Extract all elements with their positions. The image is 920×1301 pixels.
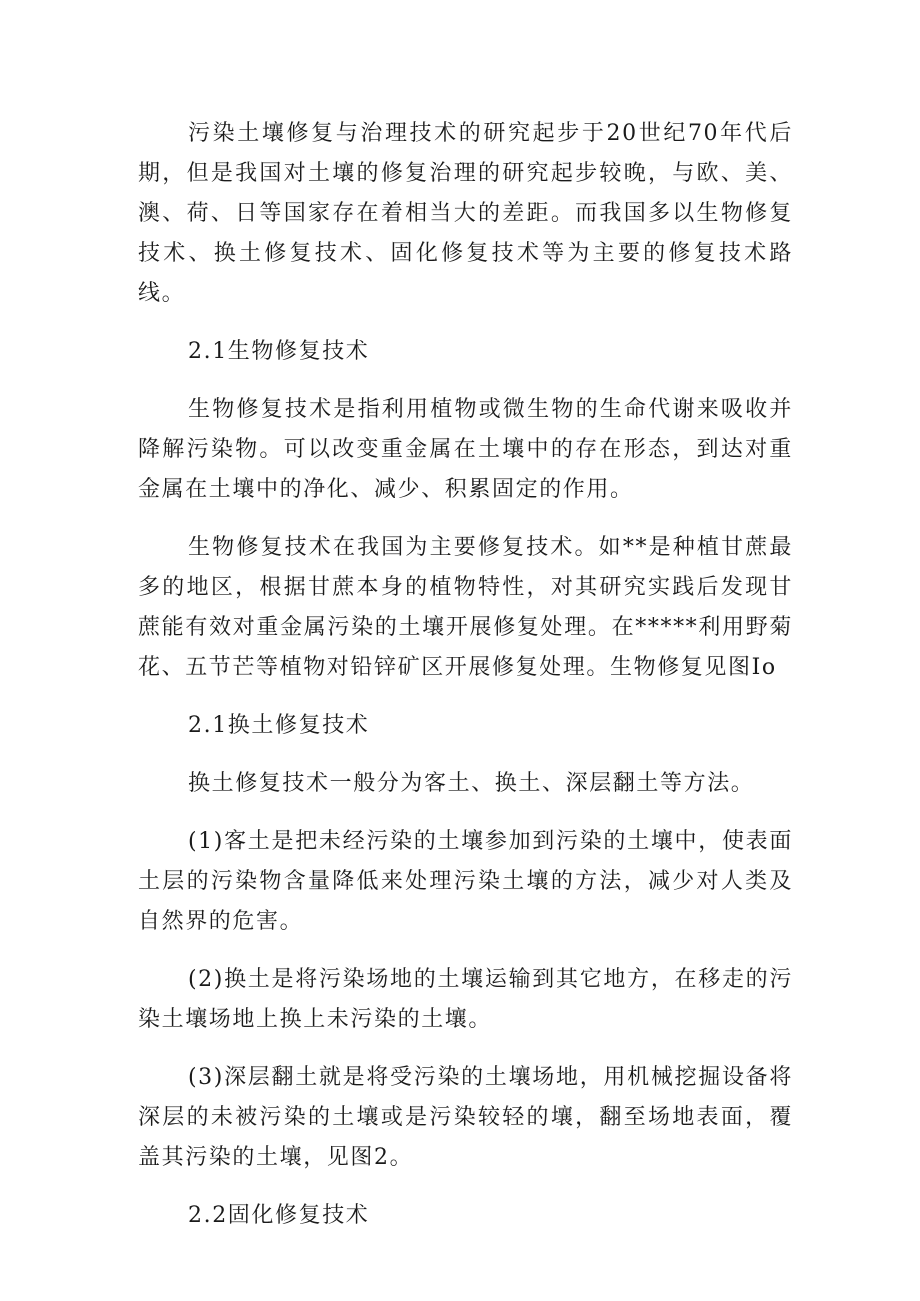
soil-addition-paragraph: (1)客土是把未经污染的土壤参加到污染的土壤中，使表面土层的污染物含量降低来处理污染土壤的方法，减少对人类及自然界的危害。 — [138, 829, 793, 934]
bioremediation-definition-paragraph: 生物修复技术是指利用植物或微生物的生命代谢来吸收并降解污染物。可以改变重金属在土壤中的存在形态，到达对重金属在土壤中的净化、减少、积累固定的作用。 — [138, 397, 793, 502]
section-heading-solidification: 2.2固化修复技术 — [188, 1203, 370, 1228]
document-body — [138, 114, 793, 1254]
section-heading-bioremediation: 2.1生物修复技术 — [188, 339, 370, 364]
bioremediation-example-paragraph: 生物修复技术在我国为主要修复技术。如**是种植甘蔗最多的地区，根据甘蔗本身的植物特性，对其研究实践后发现甘蔗能有效对重金属污染的土壤开展修复处理。在*****利用野菊花、五节芒等植物对铅锌矿区开展修复处理。生物修复见图Io — [138, 535, 793, 680]
soil-exchange-paragraph: (2)换土是将污染场地的土壤运输到其它地方，在移走的污染土壤场地上换上未污染的土壤。 — [138, 967, 793, 1032]
intro-paragraph: 污染土壤修复与治理技术的研究起步于20世纪70年代后期，但是我国对土壤的修复治理的研究起步较晚，与欧、美、澳、荷、日等国家存在着相当大的差距。而我国多以生物修复技术、换土修复技术、固化修复技术等为主要的修复技术路线。 — [138, 121, 793, 306]
section-heading-soil-replacement: 2.1换土修复技术 — [188, 713, 370, 738]
deep-tillage-paragraph: (3)深层翻土就是将受污染的土壤场地，用机械挖掘设备将深层的未被污染的土壤或是污染较轻的壤，翻至场地表面，覆盖其污染的土壤，见图2。 — [138, 1065, 793, 1170]
soil-replacement-intro-paragraph: 换土修复技术一般分为客土、换土、深层翻土等方法。 — [188, 771, 755, 796]
